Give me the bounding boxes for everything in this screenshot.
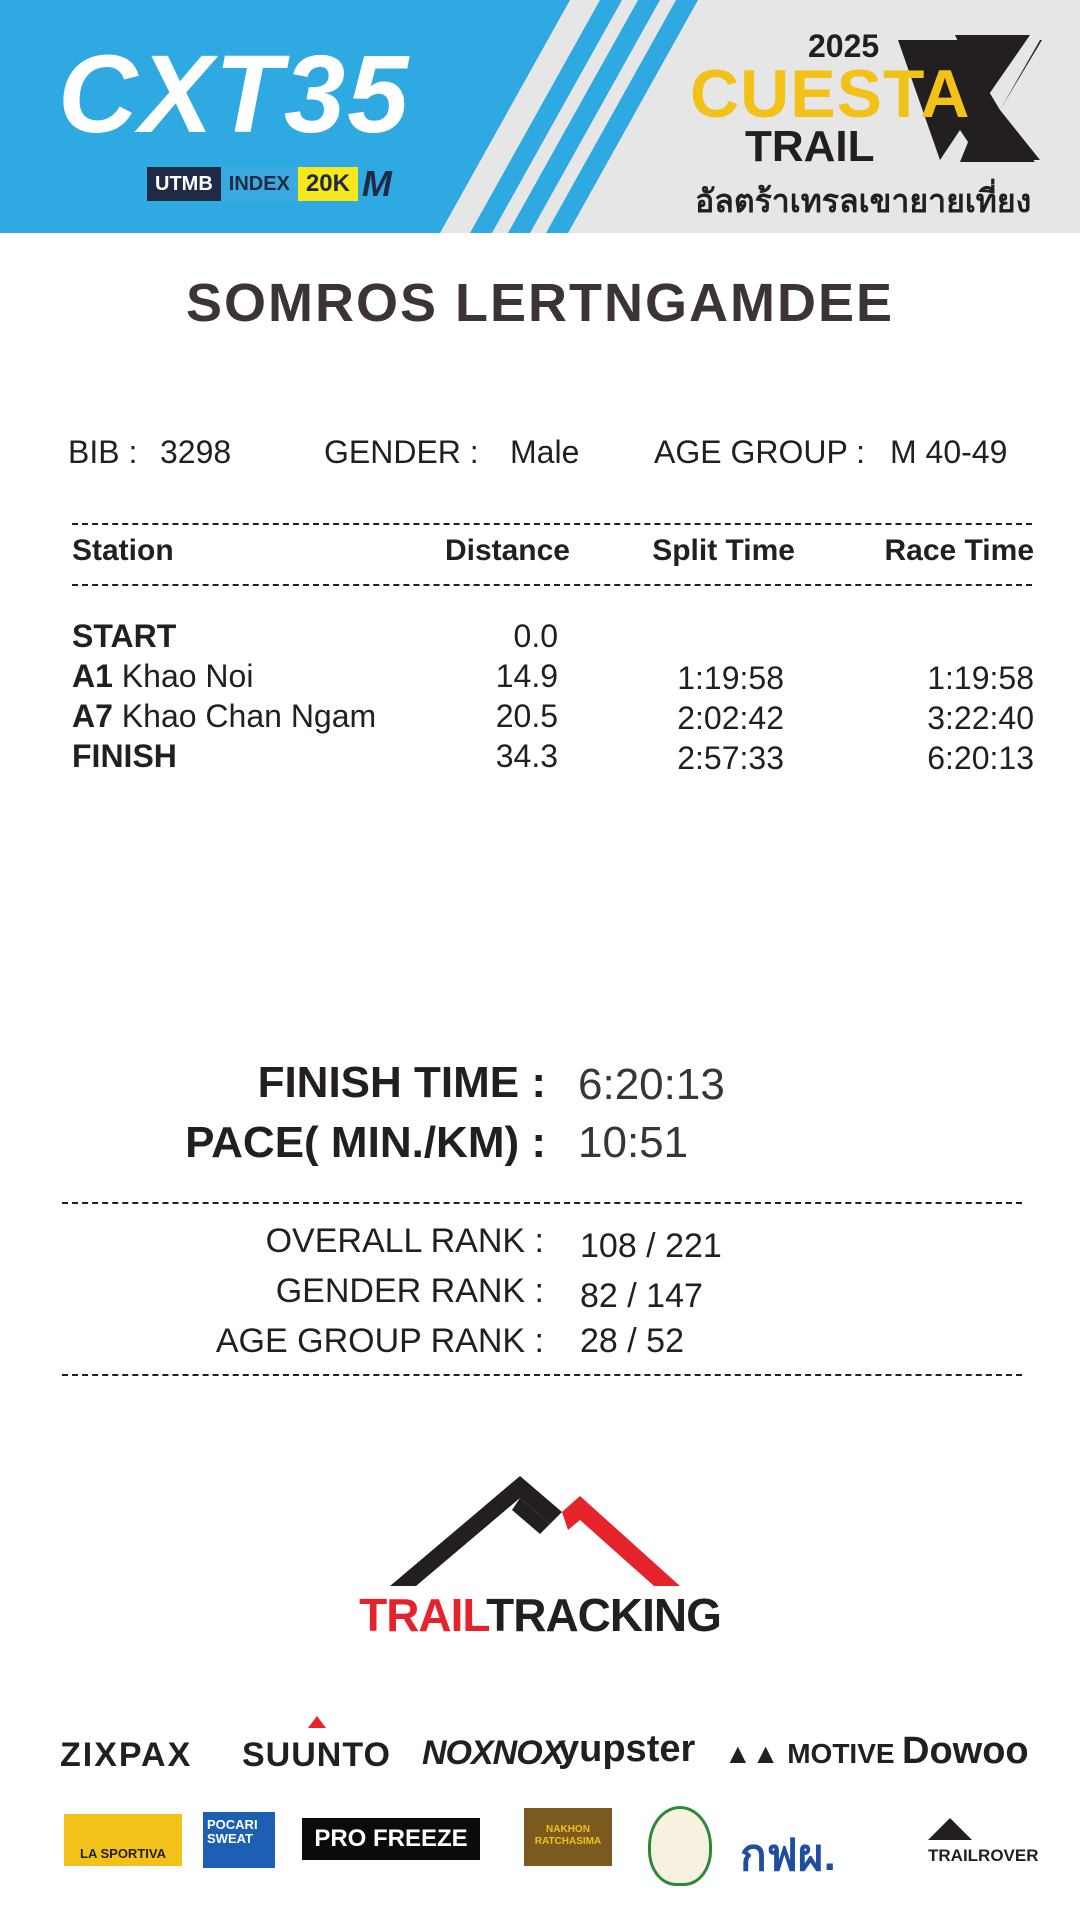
sponsor-logo-zixpax: ZIXPAX xyxy=(60,1736,193,1774)
age-group-rank-value: 28 / 52 xyxy=(580,1322,684,1360)
gender-rank-label: GENDER RANK : xyxy=(275,1272,544,1310)
sponsor-logo-dowoo: Dowoo xyxy=(902,1730,1029,1772)
station-name: Khao Noi xyxy=(121,658,254,694)
table-row-station xyxy=(72,618,176,655)
bib-label: BIB : xyxy=(68,434,138,470)
sponsor-logo-trailrover: TRAILROVER xyxy=(928,1846,1039,1865)
brand-word-cuesta: CUESTA xyxy=(690,56,971,132)
event-year: 2025 xyxy=(808,28,880,64)
index-value: 20K xyxy=(298,167,358,201)
table-row-station xyxy=(72,698,376,735)
table-cell-split: 2:57:33 xyxy=(677,740,784,776)
utmb-label: UTMB xyxy=(147,167,221,201)
sponsor-logo-nakhon-ratchasima: NAKHON RATCHASIMA xyxy=(524,1808,612,1866)
brand-word-trail: TRAIL xyxy=(745,122,875,171)
trailrover-mountain-icon xyxy=(928,1818,972,1840)
motive-mark-icon: ▲▲ xyxy=(724,1738,788,1769)
table-cell-split: 1:19:58 xyxy=(677,660,784,696)
table-row-station xyxy=(72,738,177,775)
utmb-index-badge xyxy=(147,163,392,204)
table-cell-race: 3:22:40 xyxy=(927,700,1034,736)
finish-time-value: 6:20:13 xyxy=(578,1060,725,1109)
sponsor-logo-yupster: yupster xyxy=(558,1728,696,1770)
divider xyxy=(62,1374,1022,1376)
bib-value: 3298 xyxy=(160,434,232,470)
sponsor-logo-noxnox: NOXNOX xyxy=(422,1734,564,1772)
pace-value: 10:51 xyxy=(578,1118,689,1167)
table-cell-race: 6:20:13 xyxy=(927,740,1034,776)
sponsor-la-sportiva-text: LA SPORTIVA xyxy=(80,1846,166,1861)
index-label: INDEX xyxy=(221,167,298,201)
station-code: START xyxy=(72,618,177,654)
station-code: FINISH xyxy=(72,738,177,774)
table-row-station xyxy=(72,658,253,695)
divider xyxy=(72,584,1032,586)
divider xyxy=(72,523,1032,525)
brand-thai-name: อัลตร้าเทรลเขายายเที่ยง xyxy=(695,183,1032,219)
divider xyxy=(62,1202,1022,1204)
sponsor-logo-pro-freeze: PRO FREEZE xyxy=(302,1818,480,1860)
table-cell-distance: 34.3 xyxy=(495,738,558,774)
suunto-triangle-icon xyxy=(308,1716,326,1728)
table-cell-split: 2:02:42 xyxy=(677,700,784,736)
age-group-value: M 40-49 xyxy=(890,434,1008,470)
station-code: A7 xyxy=(72,698,113,734)
station-name: Khao Chan Ngam xyxy=(121,698,377,734)
col-distance: Distance xyxy=(444,534,570,567)
sponsor-logo-motive xyxy=(724,1738,895,1770)
trailtracking-logo xyxy=(0,1588,1080,1642)
station-code: A1 xyxy=(72,658,113,694)
overall-rank-value: 108 / 221 xyxy=(580,1227,722,1265)
overall-rank-label: OVERALL RANK : xyxy=(265,1222,544,1260)
col-race-time: Race Time xyxy=(884,534,1034,567)
age-group-rank-label: AGE GROUP RANK : xyxy=(215,1322,544,1360)
provincial-seal-icon xyxy=(648,1806,712,1886)
col-split-time: Split Time xyxy=(652,534,795,567)
sponsor-logo-suunto: SUUNTO xyxy=(242,1736,391,1774)
sponsor-logo-egat: กฟผ. xyxy=(740,1831,836,1880)
tracker-word-2: TRACKING xyxy=(486,1589,721,1641)
table-cell-distance: 14.9 xyxy=(495,658,558,694)
table-cell-distance: 0.0 xyxy=(513,618,558,654)
event-header-banner xyxy=(0,0,1080,233)
tracker-word-1: TRAIL xyxy=(359,1589,487,1641)
gender-label: GENDER : xyxy=(324,434,479,470)
finish-time-label: FINISH TIME : xyxy=(257,1058,546,1107)
event-logo: CXT35 xyxy=(58,33,411,156)
sponsor-logo-la-sportiva xyxy=(64,1814,182,1866)
sponsor-logo-motive-text: MOTIVE xyxy=(787,1738,895,1769)
gender-rank-value: 82 / 147 xyxy=(580,1277,703,1315)
trailtracking-mountain-icon xyxy=(390,1476,690,1588)
index-mark: M xyxy=(361,163,392,204)
table-cell-distance: 20.5 xyxy=(495,698,558,734)
table-cell-race: 1:19:58 xyxy=(927,660,1034,696)
runner-name: SOMROS LERTNGAMDEE xyxy=(185,273,895,333)
sponsor-logo-pocari-sweat: POCARI SWEAT xyxy=(203,1812,275,1868)
gender-value: Male xyxy=(510,434,580,470)
col-station: Station xyxy=(72,534,174,567)
age-group-label: AGE GROUP : xyxy=(654,434,866,470)
pace-label: PACE( MIN./KM) : xyxy=(185,1118,546,1167)
